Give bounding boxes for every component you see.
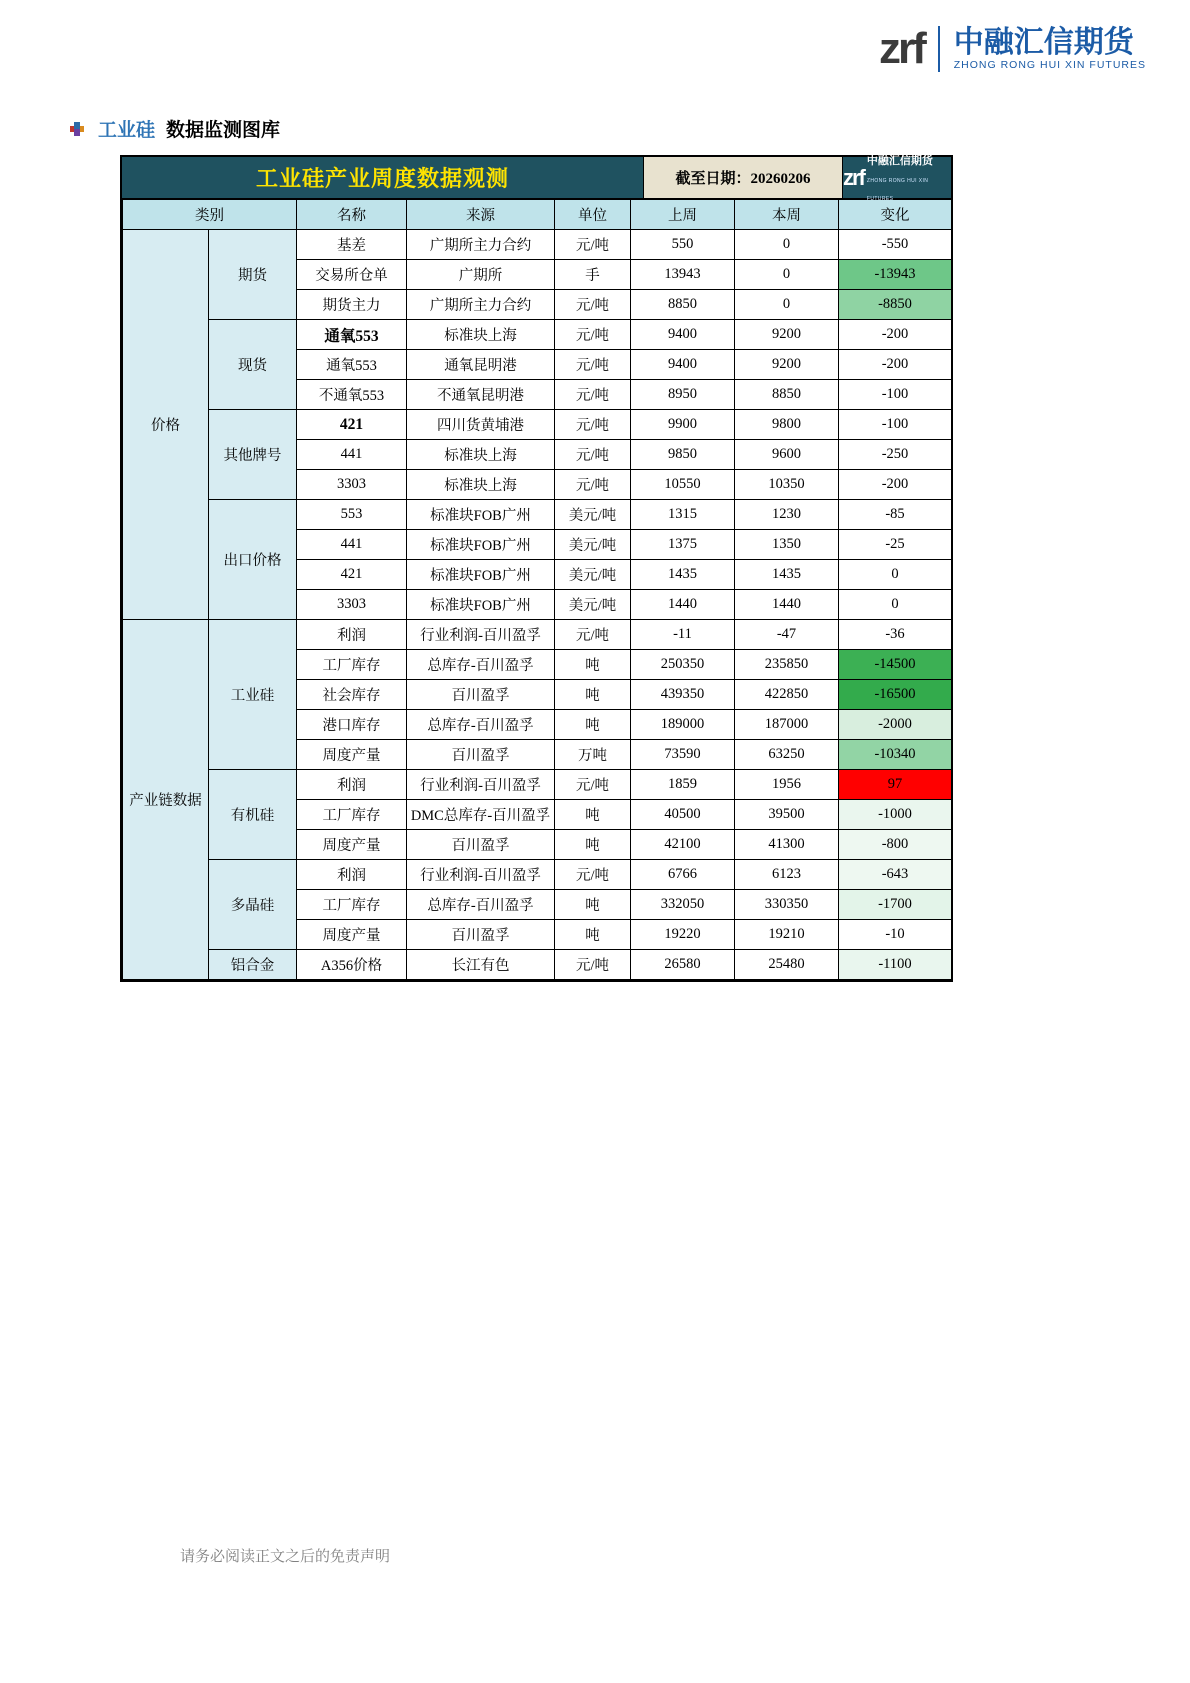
cell-change: -1700 bbox=[839, 890, 952, 920]
cell-name: 社会库存 bbox=[297, 680, 407, 710]
cell-source: 广期所主力合约 bbox=[407, 230, 555, 260]
subgroup-label: 期货 bbox=[209, 230, 297, 320]
group-label: 价格 bbox=[123, 230, 209, 620]
cell-prev-week: 250350 bbox=[631, 650, 735, 680]
table-logo-name-en: ZHONG RONG HUI XIN FUTURES bbox=[866, 177, 929, 202]
cell-source: 四川货黄埔港 bbox=[407, 410, 555, 440]
cell-change: 0 bbox=[839, 590, 952, 620]
cell-source: 长江有色 bbox=[407, 950, 555, 980]
cell-prev-week: 40500 bbox=[631, 800, 735, 830]
cell-unit: 元/吨 bbox=[555, 440, 631, 470]
cell-change: -643 bbox=[839, 860, 952, 890]
cell-prev-week: 8850 bbox=[631, 290, 735, 320]
brand-name-cn: 中融汇信期货 bbox=[953, 26, 1134, 60]
cell-this-week: 0 bbox=[735, 260, 839, 290]
cell-this-week: 235850 bbox=[735, 650, 839, 680]
cell-unit: 元/吨 bbox=[555, 410, 631, 440]
cell-this-week: 1956 bbox=[735, 770, 839, 800]
cell-change: -14500 bbox=[839, 650, 952, 680]
cell-prev-week: 1375 bbox=[631, 530, 735, 560]
table-brand-logo bbox=[843, 154, 951, 202]
table-row bbox=[123, 620, 952, 650]
cell-change: -250 bbox=[839, 440, 952, 470]
cell-this-week: 41300 bbox=[735, 830, 839, 860]
cell-name: 期货主力 bbox=[297, 290, 407, 320]
cell-name: 周度产量 bbox=[297, 830, 407, 860]
cell-prev-week: 1859 bbox=[631, 770, 735, 800]
subgroup-label: 出口价格 bbox=[209, 500, 297, 620]
cell-change: -36 bbox=[839, 620, 952, 650]
cell-name: 工厂库存 bbox=[297, 650, 407, 680]
group-label: 产业链数据 bbox=[123, 620, 209, 980]
header-unit: 单位 bbox=[555, 200, 631, 230]
table-row bbox=[123, 860, 952, 890]
zrf-logo-letters: zrf bbox=[878, 24, 924, 73]
cell-change: -200 bbox=[839, 350, 952, 380]
brand-names bbox=[954, 27, 1146, 71]
cell-this-week: 1350 bbox=[735, 530, 839, 560]
cell-name: 利润 bbox=[297, 860, 407, 890]
cell-unit: 吨 bbox=[555, 680, 631, 710]
cell-name: 通氧553 bbox=[297, 320, 407, 350]
subgroup-label: 现货 bbox=[209, 320, 297, 410]
cell-change: -16500 bbox=[839, 680, 952, 710]
cell-change: -1000 bbox=[839, 800, 952, 830]
cell-this-week: 330350 bbox=[735, 890, 839, 920]
cell-prev-week: 1440 bbox=[631, 590, 735, 620]
cell-prev-week: 73590 bbox=[631, 740, 735, 770]
cell-change: -550 bbox=[839, 230, 952, 260]
cell-prev-week: 1315 bbox=[631, 500, 735, 530]
table-body bbox=[123, 230, 952, 980]
cell-prev-week: 26580 bbox=[631, 950, 735, 980]
table-logo-text bbox=[867, 151, 951, 205]
cell-name: 周度产量 bbox=[297, 740, 407, 770]
brand-header bbox=[879, 26, 1146, 72]
cell-source: 百川盈孚 bbox=[407, 680, 555, 710]
cell-this-week: 1230 bbox=[735, 500, 839, 530]
cell-prev-week: 8950 bbox=[631, 380, 735, 410]
cell-unit: 元/吨 bbox=[555, 230, 631, 260]
cell-unit: 元/吨 bbox=[555, 860, 631, 890]
header-category: 类别 bbox=[123, 200, 297, 230]
header-this-week: 本周 bbox=[735, 200, 839, 230]
header-source: 来源 bbox=[407, 200, 555, 230]
cell-source: 标准块FOB广州 bbox=[407, 530, 555, 560]
cell-source: 行业利润-百川盈孚 bbox=[407, 860, 555, 890]
cell-source: 总库存-百川盈孚 bbox=[407, 650, 555, 680]
cell-change: -25 bbox=[839, 530, 952, 560]
cell-unit: 元/吨 bbox=[555, 320, 631, 350]
cell-this-week: 63250 bbox=[735, 740, 839, 770]
subgroup-label: 多晶硅 bbox=[209, 860, 297, 950]
cell-unit: 美元/吨 bbox=[555, 590, 631, 620]
data-table bbox=[122, 199, 952, 980]
cell-name: 通氧553 bbox=[297, 350, 407, 380]
cell-unit: 元/吨 bbox=[555, 950, 631, 980]
cell-source: 标准块上海 bbox=[407, 440, 555, 470]
section-title-rest: 数据监测图库 bbox=[166, 120, 281, 141]
cell-this-week: 9200 bbox=[735, 320, 839, 350]
cell-source: 广期所主力合约 bbox=[407, 290, 555, 320]
pinwheel-bullet-icon bbox=[70, 122, 84, 136]
cell-prev-week: 13943 bbox=[631, 260, 735, 290]
cell-this-week: -47 bbox=[735, 620, 839, 650]
cell-unit: 元/吨 bbox=[555, 470, 631, 500]
cell-change: -85 bbox=[839, 500, 952, 530]
cell-change: 97 bbox=[839, 770, 952, 800]
cell-this-week: 8850 bbox=[735, 380, 839, 410]
cell-this-week: 9200 bbox=[735, 350, 839, 380]
cell-change: -8850 bbox=[839, 290, 952, 320]
cell-name: 利润 bbox=[297, 620, 407, 650]
subgroup-label: 其他牌号 bbox=[209, 410, 297, 500]
cell-this-week: 10350 bbox=[735, 470, 839, 500]
cell-name: 利润 bbox=[297, 770, 407, 800]
cell-prev-week: 332050 bbox=[631, 890, 735, 920]
zrf-logo-mark bbox=[878, 24, 924, 73]
cell-unit: 吨 bbox=[555, 650, 631, 680]
cell-change: -10340 bbox=[839, 740, 952, 770]
cell-this-week: 9800 bbox=[735, 410, 839, 440]
subgroup-label: 有机硅 bbox=[209, 770, 297, 860]
cell-prev-week: 9900 bbox=[631, 410, 735, 440]
cell-change: -10 bbox=[839, 920, 952, 950]
cell-this-week: 1435 bbox=[735, 560, 839, 590]
cell-source: 标准块FOB广州 bbox=[407, 500, 555, 530]
cell-name: 3303 bbox=[297, 590, 407, 620]
header-prev-week: 上周 bbox=[631, 200, 735, 230]
cell-this-week: 39500 bbox=[735, 800, 839, 830]
cell-source: DMC总库存-百川盈孚 bbox=[407, 800, 555, 830]
section-title-highlight: 工业硅 bbox=[98, 120, 156, 141]
cell-unit: 元/吨 bbox=[555, 350, 631, 380]
weekly-data-table bbox=[120, 155, 953, 982]
cell-name: 441 bbox=[297, 530, 407, 560]
cell-unit: 吨 bbox=[555, 890, 631, 920]
cell-source: 总库存-百川盈孚 bbox=[407, 710, 555, 740]
cell-unit: 元/吨 bbox=[555, 770, 631, 800]
cell-unit: 手 bbox=[555, 260, 631, 290]
cell-name: 不通氧553 bbox=[297, 380, 407, 410]
table-date-label: 截至日期：20260206 bbox=[643, 157, 843, 198]
subgroup-label: 工业硅 bbox=[209, 620, 297, 770]
cell-this-week: 19210 bbox=[735, 920, 839, 950]
cell-this-week: 9600 bbox=[735, 440, 839, 470]
cell-this-week: 6123 bbox=[735, 860, 839, 890]
table-header-row bbox=[123, 200, 952, 230]
section-heading bbox=[70, 115, 280, 142]
cell-source: 行业利润-百川盈孚 bbox=[407, 620, 555, 650]
cell-change: 0 bbox=[839, 560, 952, 590]
cell-change: -200 bbox=[839, 470, 952, 500]
cell-name: 港口库存 bbox=[297, 710, 407, 740]
table-row bbox=[123, 410, 952, 440]
cell-unit: 吨 bbox=[555, 710, 631, 740]
cell-name: 基差 bbox=[297, 230, 407, 260]
table-row bbox=[123, 320, 952, 350]
cell-unit: 美元/吨 bbox=[555, 500, 631, 530]
cell-unit: 吨 bbox=[555, 920, 631, 950]
cell-source: 标准块上海 bbox=[407, 470, 555, 500]
cell-name: 周度产量 bbox=[297, 920, 407, 950]
table-title-bar bbox=[122, 154, 951, 202]
cell-unit: 美元/吨 bbox=[555, 560, 631, 590]
cell-name: 553 bbox=[297, 500, 407, 530]
cell-this-week: 25480 bbox=[735, 950, 839, 980]
cell-source: 百川盈孚 bbox=[407, 740, 555, 770]
cell-prev-week: -11 bbox=[631, 620, 735, 650]
cell-name: 421 bbox=[297, 410, 407, 440]
footer-disclaimer: 请务必阅读正文之后的免责声明 bbox=[180, 1548, 391, 1565]
cell-prev-week: 10550 bbox=[631, 470, 735, 500]
cell-name: 421 bbox=[297, 560, 407, 590]
cell-source: 通氧昆明港 bbox=[407, 350, 555, 380]
logo-divider bbox=[938, 26, 940, 72]
cell-unit: 元/吨 bbox=[555, 380, 631, 410]
cell-source: 标准块上海 bbox=[407, 320, 555, 350]
cell-prev-week: 9400 bbox=[631, 320, 735, 350]
cell-this-week: 422850 bbox=[735, 680, 839, 710]
cell-prev-week: 189000 bbox=[631, 710, 735, 740]
table-head bbox=[123, 200, 952, 230]
cell-unit: 元/吨 bbox=[555, 290, 631, 320]
cell-unit: 吨 bbox=[555, 830, 631, 860]
brand-name-en: ZHONG RONG HUI XIN FUTURES bbox=[953, 58, 1146, 71]
table-row bbox=[123, 950, 952, 980]
cell-unit: 吨 bbox=[555, 800, 631, 830]
cell-source: 行业利润-百川盈孚 bbox=[407, 770, 555, 800]
cell-source: 标准块FOB广州 bbox=[407, 560, 555, 590]
header-change: 变化 bbox=[839, 200, 952, 230]
cell-prev-week: 1435 bbox=[631, 560, 735, 590]
cell-prev-week: 550 bbox=[631, 230, 735, 260]
cell-unit: 万吨 bbox=[555, 740, 631, 770]
cell-this-week: 0 bbox=[735, 230, 839, 260]
cell-change: -800 bbox=[839, 830, 952, 860]
cell-name: 工厂库存 bbox=[297, 890, 407, 920]
cell-source: 百川盈孚 bbox=[407, 920, 555, 950]
cell-change: -100 bbox=[839, 410, 952, 440]
cell-source: 总库存-百川盈孚 bbox=[407, 890, 555, 920]
cell-unit: 元/吨 bbox=[555, 620, 631, 650]
cell-prev-week: 9850 bbox=[631, 440, 735, 470]
table-row bbox=[123, 500, 952, 530]
cell-unit: 美元/吨 bbox=[555, 530, 631, 560]
cell-change: -1100 bbox=[839, 950, 952, 980]
cell-change: -13943 bbox=[839, 260, 952, 290]
cell-source: 百川盈孚 bbox=[407, 830, 555, 860]
cell-prev-week: 6766 bbox=[631, 860, 735, 890]
header-name: 名称 bbox=[297, 200, 407, 230]
table-logo-mark: zrf bbox=[843, 164, 864, 190]
cell-prev-week: 439350 bbox=[631, 680, 735, 710]
table-row bbox=[123, 230, 952, 260]
table-row bbox=[123, 770, 952, 800]
cell-source: 标准块FOB广州 bbox=[407, 590, 555, 620]
table-title: 工业硅产业周度数据观测 bbox=[122, 157, 643, 198]
cell-prev-week: 9400 bbox=[631, 350, 735, 380]
cell-change: -100 bbox=[839, 380, 952, 410]
cell-this-week: 187000 bbox=[735, 710, 839, 740]
cell-name: 交易所仓单 bbox=[297, 260, 407, 290]
cell-change: -2000 bbox=[839, 710, 952, 740]
cell-source: 不通氧昆明港 bbox=[407, 380, 555, 410]
cell-name: 工厂库存 bbox=[297, 800, 407, 830]
cell-change: -200 bbox=[839, 320, 952, 350]
cell-this-week: 1440 bbox=[735, 590, 839, 620]
cell-source: 广期所 bbox=[407, 260, 555, 290]
cell-prev-week: 42100 bbox=[631, 830, 735, 860]
table-logo-name-cn: 中融汇信期货 bbox=[866, 154, 933, 167]
cell-name: 3303 bbox=[297, 470, 407, 500]
subgroup-label: 铝合金 bbox=[209, 950, 297, 980]
cell-name: A356价格 bbox=[297, 950, 407, 980]
cell-this-week: 0 bbox=[735, 290, 839, 320]
cell-name: 441 bbox=[297, 440, 407, 470]
cell-prev-week: 19220 bbox=[631, 920, 735, 950]
